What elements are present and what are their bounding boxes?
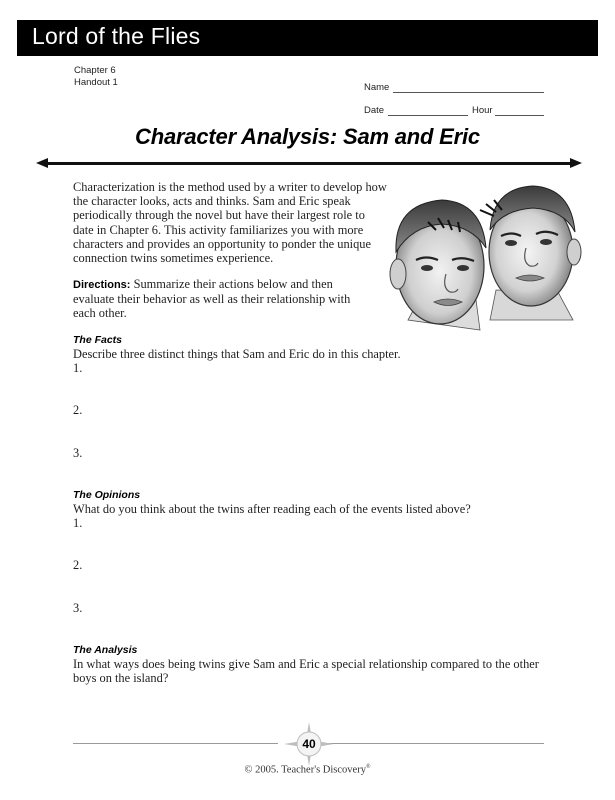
- sam-portrait: [390, 200, 486, 330]
- hour-label: Hour: [472, 105, 493, 116]
- intro-paragraph: [73, 180, 387, 266]
- intro-body: the character looks, acts and thinks. Sam and Eric speak periodically through the novel but have their largest role to date in Chapter 6. This activity familiarizes you with more characters and provides an opportunity to ponder the unique connection twins sometimes experience.: [73, 194, 371, 266]
- opinions-heading: The Opinions: [73, 489, 141, 501]
- opinions-item-3: 3.: [73, 601, 83, 615]
- name-label: Name: [364, 82, 390, 93]
- directions: [73, 277, 373, 321]
- footer-rule-left: [73, 743, 278, 744]
- worksheet-title: Character Analysis: Sam and Eric: [135, 124, 480, 149]
- hour-field[interactable]: [495, 115, 544, 116]
- date-field[interactable]: [388, 115, 468, 116]
- directions-label: Directions:: [73, 279, 131, 291]
- divider-line: [44, 162, 572, 165]
- analysis-prompt: In what ways does being twins give Sam and Eric a special relationship compared to the other boys on the island?: [73, 657, 539, 686]
- directions-text: Summarize their actions below and then evaluate their behavior as well as their relationship with each other.: [73, 277, 351, 321]
- facts-item-1: 1.: [73, 361, 83, 375]
- opinions-prompt: What do you think about the twins after reading each of the events listed above?: [73, 502, 471, 516]
- chapter-label: Chapter 6: [74, 65, 116, 76]
- intro-line-1: Characterization is the method used by a writer to develop how: [73, 180, 387, 194]
- book-title: Lord of the Flies: [32, 23, 201, 49]
- arrow-right-icon: [570, 158, 582, 168]
- copyright-text: © 2005. Teacher's Discovery: [244, 764, 366, 776]
- page-number: 40: [302, 737, 316, 751]
- facts-item-3: 3.: [73, 446, 83, 460]
- opinions-item-1: 1.: [73, 516, 83, 530]
- twins-illustration: [368, 170, 596, 340]
- facts-item-2: 2.: [73, 403, 83, 417]
- copyright: [0, 764, 615, 776]
- opinions-item-2: 2.: [73, 558, 83, 572]
- name-field[interactable]: [393, 92, 544, 93]
- footer-rule-right: [328, 743, 544, 744]
- analysis-heading: The Analysis: [73, 644, 138, 656]
- date-label: Date: [364, 105, 385, 116]
- facts-heading: The Facts: [73, 334, 123, 346]
- eric-portrait: [480, 186, 581, 320]
- facts-prompt: Describe three distinct things that Sam and Eric do in this chapter.: [73, 347, 401, 361]
- handout-label: Handout 1: [74, 77, 118, 88]
- header-bar: [17, 20, 598, 56]
- registered-mark: ®: [365, 764, 371, 770]
